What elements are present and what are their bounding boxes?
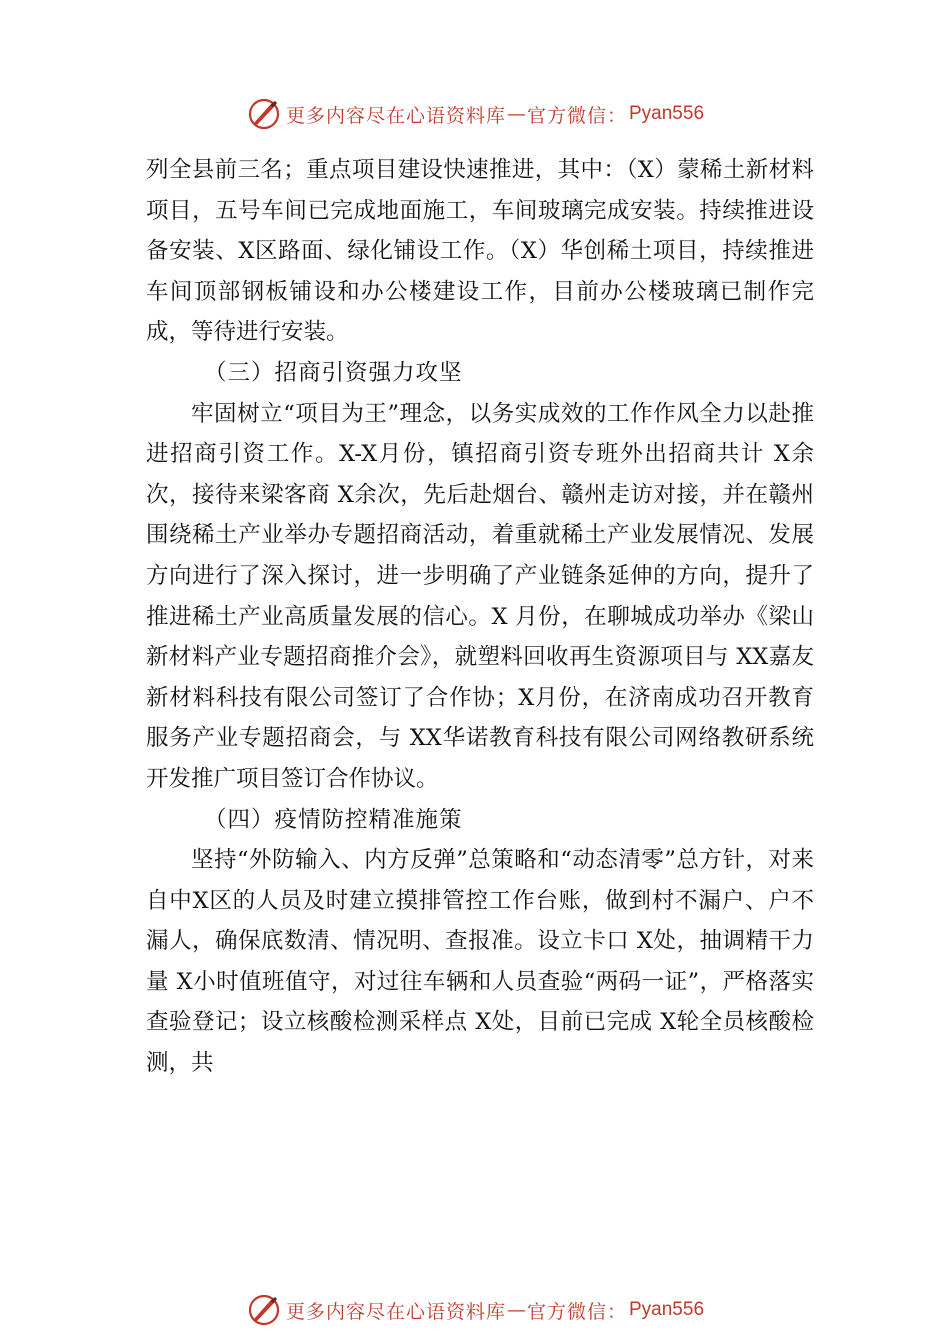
banner-sub-text: 官方微信： — [526, 104, 627, 127]
section-heading-3: （三）招商引资强力攻坚 — [204, 359, 463, 386]
paragraph-2: 牢固树立“项目为王”理念，以务实成效的工作作风全力以赴推进招商引资工作。X-X月份，镇招商引资专班外出招商共计 X余次，接待来梁客商 X余次，先后赴烟台、赣州走访对接，并在赣州围绕稀土产业举办专题招商活动，着重就稀土产业发展情况、发展方向进行了深入探讨，进一步明确了产业链条延伸的方向，提升了推进稀土产业高质量发展的信心。X 月份，在聊城成功举办《梁山新材料产业专题招商推介会》，就塑料回收再生资源项目与 XX嘉友新材料科技有限公司签订了合作协；X月份，在济南成功召开教育服务产业专题招商会，与 XX华诺教育科技有限公司网络教研系统开发推广项目签订合作协议。 — [146, 400, 814, 792]
section-heading-4: （四）疫情防控精准施策 — [204, 806, 463, 833]
footer-banner — [0, 1290, 950, 1330]
document-body — [146, 150, 814, 1084]
banner-main-text: 更多内容尽在心语资料库 — [285, 104, 506, 127]
banner-wechat-id: Pyan556 — [629, 103, 705, 124]
header-banner — [0, 94, 950, 134]
brush-logo-icon — [246, 1292, 282, 1328]
banner-dash: — — [506, 1299, 526, 1321]
paragraph-1: 列全县前三名；重点项目建设快速推进，其中：（X）蒙稀土新材料项目，五号车间已完成地面施工，车间玻璃完成安装。持续推进设备安装、X区路面、绿化铺设工作。（X）华创稀土项目，持续推进车间顶部钢板铺设和办公楼建设工作，目前办公楼玻璃已制作完成，等待进行安装。 — [146, 157, 814, 346]
brush-logo-icon — [246, 96, 282, 132]
banner-wechat-id: Pyan556 — [629, 1299, 705, 1320]
banner-dash: — — [506, 103, 526, 125]
banner-main-text: 更多内容尽在心语资料库 — [285, 1300, 506, 1323]
banner-sub-text: 官方微信： — [526, 1300, 627, 1323]
paragraph-3: 坚持“外防输入、内方反弹”总策略和“动态清零”总方针，对来自中X区的人员及时建立摸排管控工作台账，做到村不漏户、户不漏人，确保底数清、情况明、查报准。设立卡口 X处，抽调精干力量 X小时值班值守，对过往车辆和人员查验“两码一证”，严格落实查验登记；设立核酸检测采样点 X处，目前已完成 X轮全员核酸检测，共 — [146, 847, 814, 1077]
